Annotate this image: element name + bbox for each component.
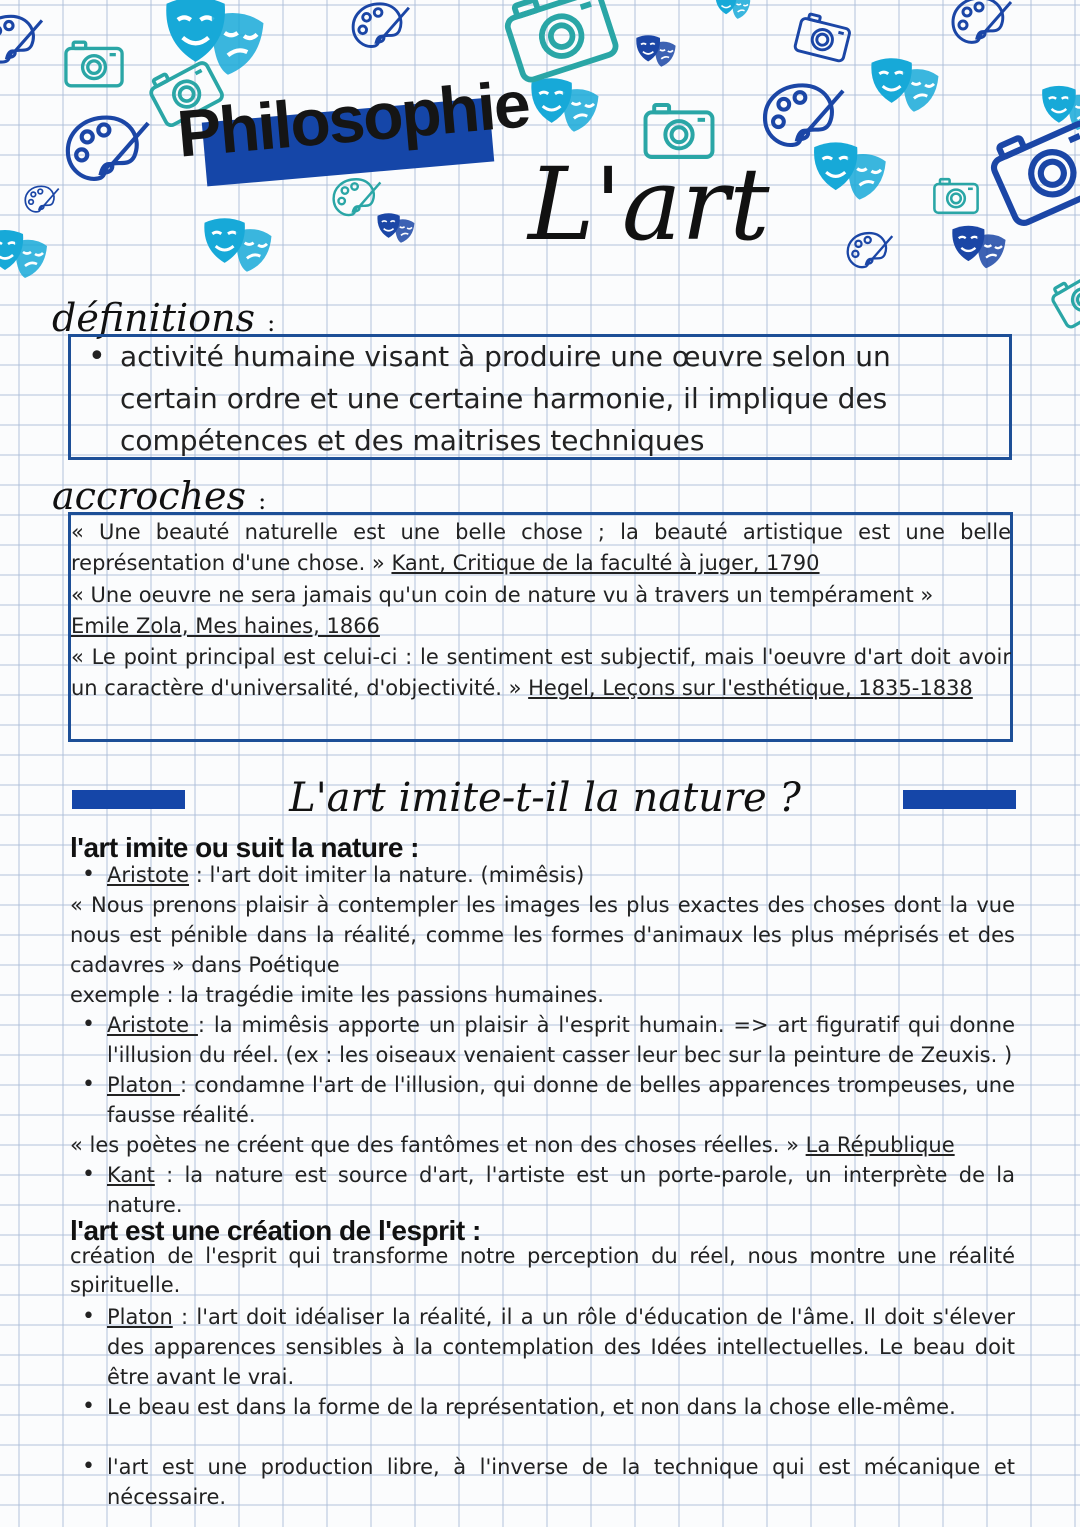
list-item: • Platon : l'art doit idéaliser la réalité, il a un rôle d'éducation de l'âme. Il doit s'élever des apparences sensibles à la contemplation des Idées intellectuelles. Le beau doit être avant le vrai. [70, 1302, 1015, 1392]
quote-source: Emile Zola, Mes haines, 1866 [71, 613, 380, 638]
camera-icon [976, 100, 1080, 237]
theater-masks-icon [200, 216, 276, 274]
part2-heading: l'art est une création de l'esprit : [70, 1215, 481, 1246]
palette-icon [930, 0, 1034, 46]
definitions-heading: définitions : [52, 296, 276, 340]
list-item: • Kant : la nature est source d'art, l'artiste est un porte-parole, un interprète de la nature. [70, 1160, 1015, 1220]
theater-masks-icon [376, 212, 416, 244]
part2 [70, 1214, 1015, 1512]
list-item: • Le beau est dans la forme de la représentation, et non dans la chose elle-même. [70, 1392, 1015, 1422]
accroches-heading: accroches : [52, 474, 267, 518]
list-item: • l'art est une production libre, à l'inverse de la technique qui est mécanique et nécessaire. [70, 1452, 1015, 1512]
camera-icon [1044, 260, 1080, 333]
part1-heading: l'art imite ou suit la nature : [70, 832, 419, 863]
theater-masks-icon [700, 0, 766, 20]
palette-icon [332, 176, 382, 218]
definition-line: compétences et des maitrises techniques [120, 424, 705, 457]
palette-icon [24, 184, 60, 214]
theater-masks-icon [868, 56, 942, 114]
part1-quote: « Nous prenons plaisir à contempler les images les plus exactes des choses dont la vue nous est pénible dans la réalité, comme les formes d'animaux les plus méprisés et des cadavres » dans Poétique [70, 893, 1015, 977]
quote-source: Hegel, Leçons sur l'esthétique, 1835-1838 [528, 676, 973, 701]
definition-line: activité humaine visant à produire une œuvre selon un [120, 340, 891, 373]
palette-icon [0, 4, 44, 74]
page-title: L'art [528, 146, 770, 263]
theater-masks-icon [950, 224, 1008, 270]
quote-kant: « Une beauté naturelle est une belle chose ; la beauté artistique est une belle représentation d'une chose. » Kant, Critique de la faculté à juger, 1790 [71, 520, 1011, 576]
list-item: • Aristote : l'art doit imiter la nature. (mimêsis) [70, 860, 1015, 890]
quotes-list [71, 517, 1011, 705]
camera-icon [930, 176, 982, 216]
definition-line: certain ordre et une certaine harmonie, il implique des [120, 382, 888, 415]
camera-icon [62, 38, 126, 90]
quote-zola: « Une oeuvre ne sera jamais qu'un coin de nature vu à travers un tempérament » Emile Zola, Mes haines, 1866 [71, 582, 934, 638]
quote-source: Kant, Critique de la faculté à juger, 1790 [391, 551, 820, 576]
definition-text: • activité humaine visant à produire une œuvre selon un certain ordre et une certaine harmonie, il implique des compétences et des maitrises techniques [82, 336, 982, 462]
list-item: • Platon : condamne l'art de l'illusion, qui donne de belles apparences trompeuses, une fausse réalité. [70, 1070, 1015, 1130]
palette-icon [64, 112, 152, 184]
part1 [70, 830, 1015, 1220]
part2-intro: création de l'esprit qui transforme notre perception du réel, nous montre une réalité spirituelle. [70, 1244, 1015, 1297]
palette-icon [334, 0, 428, 50]
part1-example: exemple : la tragédie imite les passions humaines. [70, 983, 604, 1007]
section-title: L'art imite-t-il la nature ? [289, 775, 801, 821]
palette-icon [762, 80, 846, 150]
palette-icon [846, 230, 894, 270]
camera-icon [789, 8, 856, 67]
section-bar-right [903, 790, 1016, 809]
theater-masks-icon [0, 228, 50, 280]
section-bar-left [72, 790, 185, 809]
theater-masks-icon [634, 34, 678, 68]
subject-title: Philosophie [174, 66, 532, 171]
quote-hegel: « Le point principal est celui-ci : le sentiment est subjectif, mais l'oeuvre d'art doit avoir un caractère d'universalité, d'objectivité. » Hegel, Leçons sur l'esthétique, 1835-1838 [71, 645, 1011, 701]
part1-quote2: « les poètes ne créent que des fantômes et non des choses réelles. » La République [70, 1133, 955, 1157]
list-item: • Aristote : la mimêsis apporte un plaisir à l'esprit humain. => art figuratif qui donne l'illusion du réel. (ex : les oiseaux venaient casser leur bec sur la peinture de Zeuxis. ) [70, 1010, 1015, 1070]
